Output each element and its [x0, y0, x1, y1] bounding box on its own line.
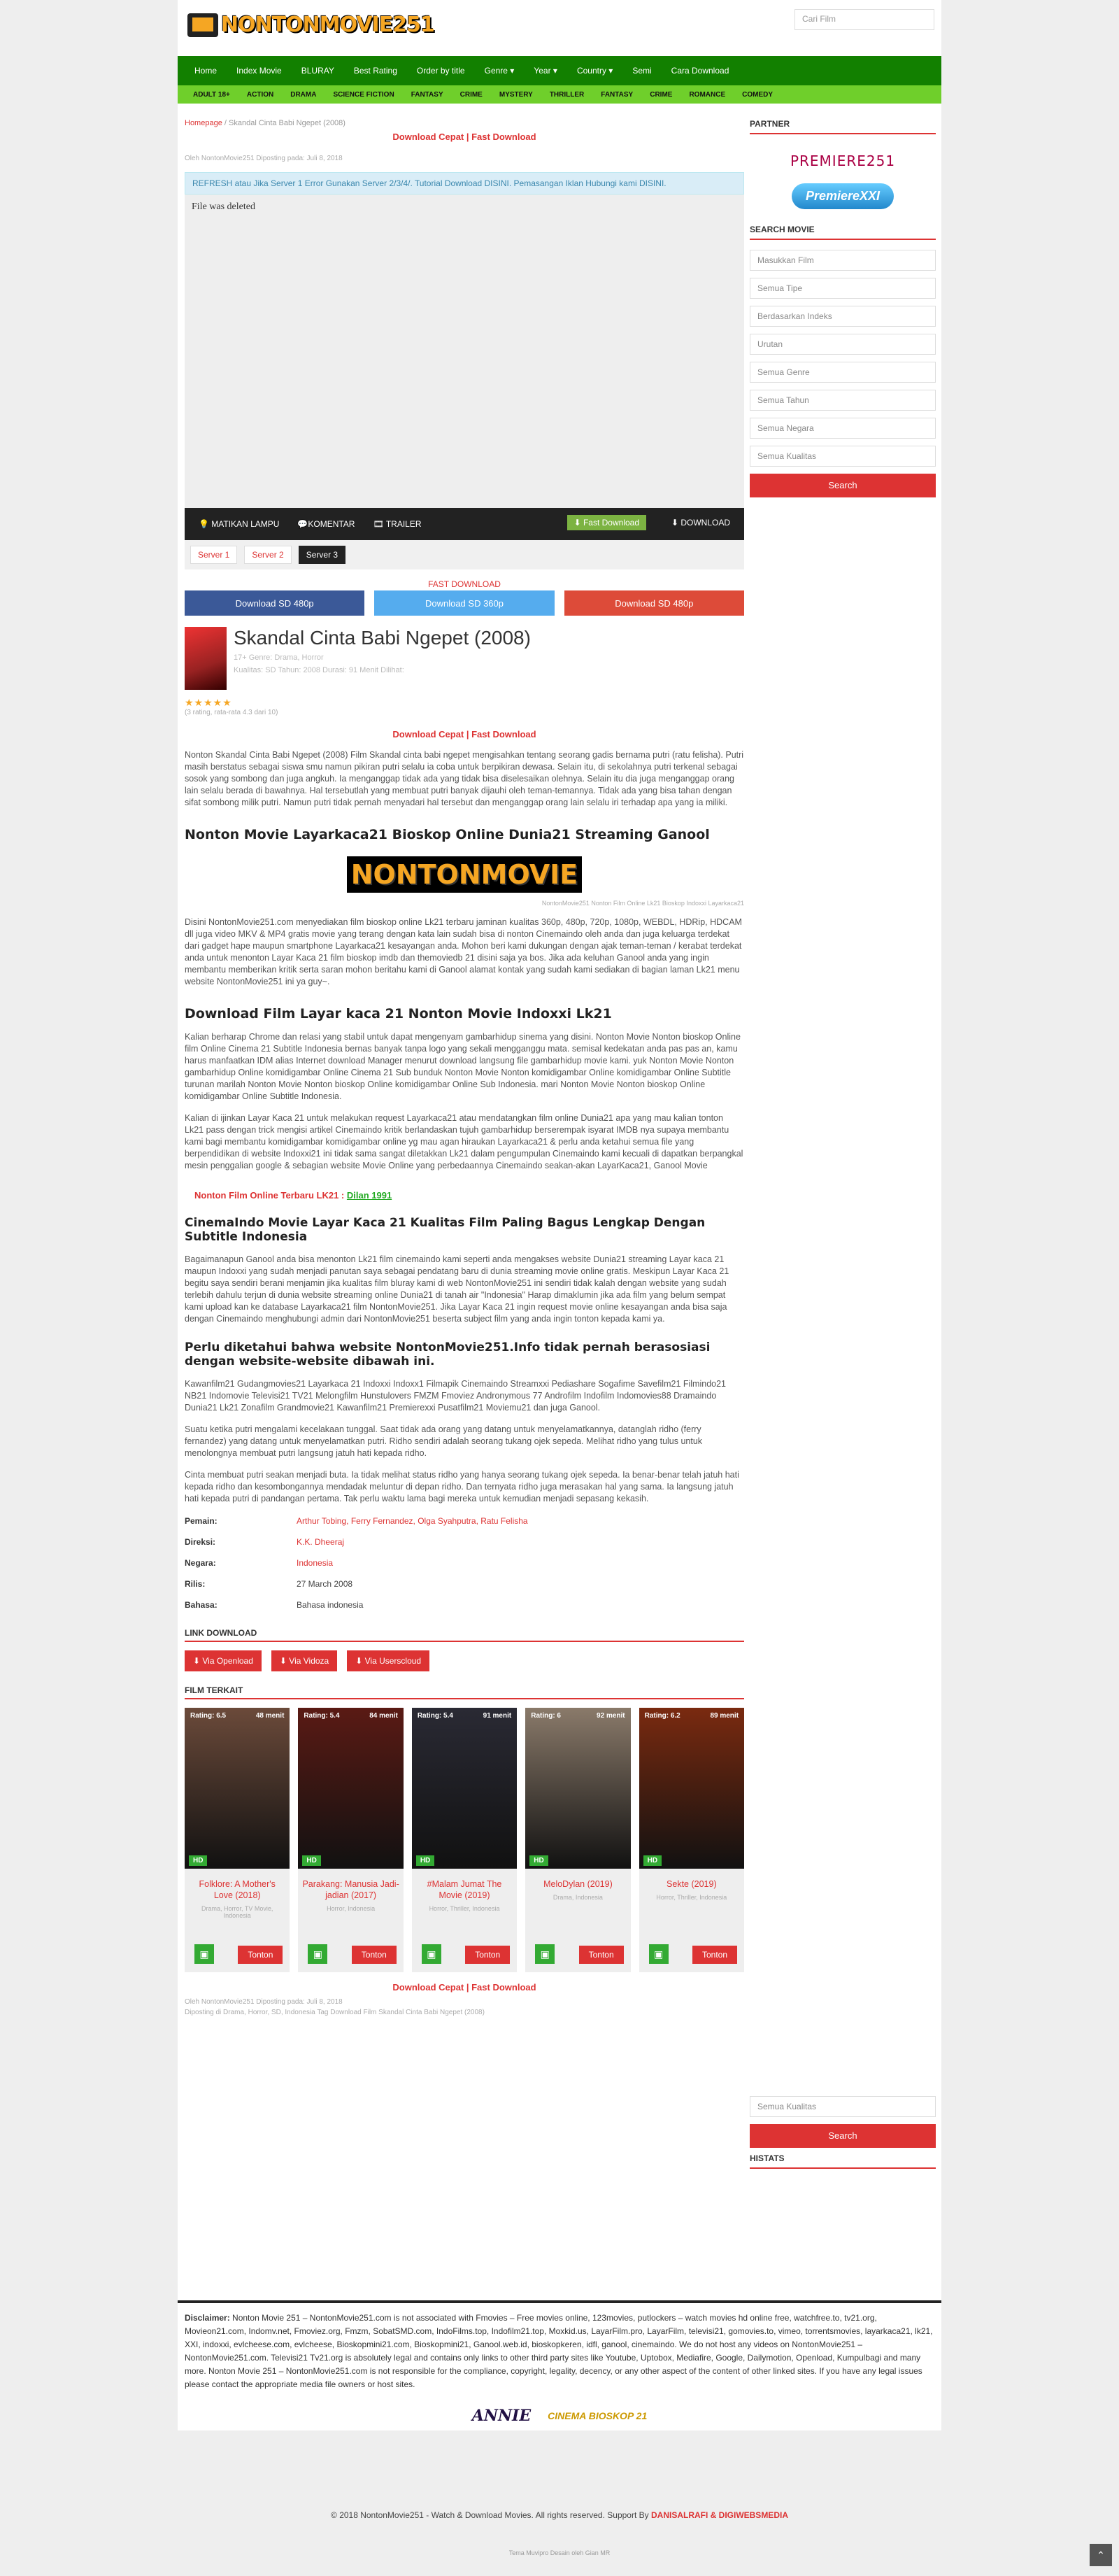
site-header — [178, 0, 941, 56]
download-button[interactable]: ⬇ DOWNLOAD — [671, 518, 730, 528]
detail-value[interactable]: Arthur Tobing, Ferry Fernandez, Olga Syahputra, Ratu Felisha — [297, 1516, 528, 1526]
genre-nav-item[interactable]: ACTION — [246, 90, 274, 99]
breadcrumb-current: Skandal Cinta Babi Ngepet (2008) — [229, 119, 345, 127]
disclaimer: Disclaimer: Nonton Movie 251 – NontonMovie251.com is not associated with Fmovies – Free movies online, 123movies, putlockers – watch movies hd online free, watchfree.to, tv21.org, Movieon21.com, Indomv.net, Fmoviez.org, Fmzm, SobatSMD.com, IndoFilms.top, Indofilm21.top, Moxkid.us, LayarFilm.pro, LayarFilm, televisi21, gomovies.to, vimeo, torrentsmovies, layarkaca21, lk21, XXI, indoxxi, evlcheese.com, evlcheese, Bioskopmini21.com, Bioskopmini21, Ganool.web.id, bioskopkeren, idfl, ganool, cinemaindo. We do not host any videos on NontonMovie251 – NontonMovie251.com. Televisi21 Tv21.org is absolutely legal and contains only links to other third party sites like Youtube, Uptobox, Mediafire, Google, Dailymotion, Openload, Kumpulbagi and many more. Nonton Movie 251 – NontonMovie251.com is not responsible for the compliance, copyright, legality, decency, or any other aspect of the content of other linked sites. If you have any legal issues please contact the appropriate media file owners or host sites. — [185, 2313, 933, 2389]
watch-button[interactable]: Tonton — [465, 1946, 510, 1964]
movie-details — [185, 1516, 744, 1621]
server-notice: REFRESH atau Jika Server 1 Error Gunakan Server 2/3/4/. Tutorial Download DISINI. Pemasangan Iklan Hubungi kami DISINI. — [185, 172, 744, 194]
nav-item[interactable]: Year ▾ — [534, 66, 557, 76]
search-movie-title: SEARCH MOVIE — [750, 209, 936, 240]
paragraph-7: Cinta membuat putri seakan menjadi buta. Ia tidak melihat status ridho yang hanya seorang tukang ojek sepeda. Ia benar-benar telah jatuh hati kepada ridho dan kesombongannya mendadak meluntur di depan ridho. Dan ternyata ridho juga merasakan hal yang sama. Ia langsung jatuh hati kepada putri di pandangan pertama. Tak perlu waktu lama bagi mereka untuk kemudian menjadi sepasang kekasih. — [185, 1470, 739, 1503]
watch-button[interactable]: Tonton — [238, 1946, 283, 1964]
search-filter-select[interactable]: Semua Negara — [750, 418, 936, 439]
breadcrumb-home[interactable]: Homepage — [185, 119, 222, 127]
film-terkait-title: FILM TERKAIT — [185, 1685, 744, 1699]
related-film-genre: Horror, Thriller, Indonesia — [429, 1905, 500, 1912]
partner-logos — [750, 153, 936, 209]
sidebar — [750, 104, 936, 2163]
server-2-tab[interactable]: Server 2 — [244, 546, 291, 564]
post-meta: Oleh NontonMovie251 Diposting pada: Juli 8, 2018 — [185, 155, 343, 162]
hd-badge: HD — [189, 1855, 207, 1866]
player-toolbar — [185, 508, 744, 540]
download-480p-button[interactable]: Download SD 480p — [185, 590, 364, 616]
related-film-genre: Horror, Thriller, Indonesia — [656, 1894, 727, 1901]
related-film-card[interactable] — [412, 1708, 517, 1972]
copyright: © 2018 NontonMovie251 - Watch & Download Movies. All rights reserved. Support By DANISALRAFI & DIGIWEBSMEDIA Tema Muvipro Desain oleh Gian MR — [178, 2430, 941, 2573]
quality-select-bottom[interactable]: Semua Kualitas — [750, 2096, 936, 2117]
detail-row — [185, 1537, 744, 1558]
detail-row — [185, 1516, 744, 1537]
related-film-poster[interactable]: Rating: 6.5 48 menit HD — [185, 1708, 290, 1869]
movie-info-2: Kualitas: SD Tahun: 2008 Durasi: 91 Menit Dilihat: — [234, 666, 404, 674]
related-film-card[interactable] — [185, 1708, 290, 1972]
nav-item[interactable]: Index Movie — [236, 66, 282, 76]
tv-logo-icon — [187, 13, 218, 37]
partner-premierexxi[interactable]: PremiereXXI — [792, 183, 894, 209]
fast-download-link[interactable]: Download Cepat | Fast Download — [392, 132, 536, 142]
paragraph-2: Kalian berharap Chrome dan relasi yang stabil untuk dapat mengenyam gambarhidup sinema yang disini. Nonton Movie Nonton bioskop Online film Online Cinema 21 Subtitle Indonesia bernas banyak tanpa logo yang sekali mengganggu mata. semisal kedekatan anda pas pas an, kamu harus manfaatkan IDM alias Internet download Manager menurut download langsung file gambarhidup movie kami. yuk Nonton Movie Nonton gambarhidup Online komidigambar Online Cinema 21 Sub bunduk Nonton Movie Nonton komidigambar Online komidigambar Online Subtitle turunan marilah Nonton Movie Nonton bioskop Online komidigambar Online Sub Indonesia. mari Nonton Movie Nonton bioskop Online komidigambar Online Subtitle Indonesia. — [185, 1032, 741, 1101]
vidoza-button[interactable]: ⬇ Via Vidoza — [271, 1650, 337, 1671]
cinema21-logo[interactable]: CINEMA BIOSKOP 21 — [548, 2410, 648, 2421]
hd-badge: HD — [302, 1855, 320, 1866]
detail-key: Pemain: — [185, 1516, 218, 1526]
rating-stars[interactable]: ★★★★★ — [185, 697, 232, 708]
download-480p-alt-button[interactable]: Download SD 480p — [564, 590, 744, 616]
nav-item[interactable]: Order by title — [416, 66, 465, 76]
watch-button[interactable]: Tonton — [692, 1946, 737, 1964]
hd-badge: HD — [643, 1855, 662, 1866]
related-film-poster[interactable]: Rating: 6.2 89 menit HD — [639, 1708, 744, 1869]
content — [185, 104, 744, 2016]
synopsis: Nonton Skandal Cinta Babi Ngepet (2008) Film Skandal cinta babi ngepet mengisahkan tentang seorang gadis bernama putri (ratu felisha). Putri masih berstatus sebagai siswa smu namun pikiran putri selalu ia coba untuk berpikiran dewasa. Selain itu, di sekolahnya putri terkenal sebagai sosok yang sombong dan juga angkuh. Ia menganggap tidak ada yang tidak bisa diselesaikan olehnya. Selain itu dia juga menganggap orang lain selalu berada di bawahnya. Hal tersebutlah yang membuat putri banyak dijauhi oleh teman-temannya. Tidak ada yang bisa tahan dengan sifat sombong milik putri. Namun putri tidak pernah menyadari hal tersebut dan menganggap orang lain selalu iri terhadap apa yang ia miliki. — [185, 750, 744, 807]
heading-4: Perlu diketahui bahwa website NontonMovie251.Info tidak pernah berasosiasi dengan website-website dibawah ini. — [185, 1340, 711, 1368]
fast-download-link-2[interactable]: Download Cepat | Fast Download — [392, 729, 536, 739]
comment-button[interactable]: 💬KOMENTAR — [297, 519, 355, 529]
server-3-tab[interactable]: Server 3 — [299, 546, 345, 564]
nav-item[interactable]: Genre ▾ — [484, 66, 515, 76]
genre-nav-item[interactable]: FANTASY — [411, 90, 443, 99]
server-tabs — [185, 540, 744, 569]
hd-badge: HD — [529, 1855, 548, 1866]
link-download-buttons — [185, 1650, 744, 1671]
trailer-button[interactable]: 🎞 TRAILER — [373, 519, 422, 529]
nav-item[interactable]: Semi — [632, 66, 652, 76]
footer-logos — [178, 2407, 941, 2425]
partner-title: PARTNER — [750, 104, 936, 134]
post-meta-2: Oleh NontonMovie251 Diposting pada: Juli 8, 2018 — [185, 1998, 343, 2006]
genre-nav-item[interactable]: FANTASY — [601, 90, 634, 99]
detail-key: Negara: — [185, 1558, 216, 1568]
trailer-icon[interactable]: ▣ — [308, 1944, 327, 1964]
annie-logo[interactable]: ANNIE — [471, 2407, 532, 2425]
main-nav — [178, 56, 941, 85]
download-buttons — [185, 590, 744, 616]
detail-key: Rilis: — [185, 1579, 206, 1589]
nav-item[interactable]: Cara Download — [671, 66, 729, 76]
search-input[interactable]: Cari Film — [794, 9, 934, 30]
latest-film: Nonton Film Online Terbaru LK21 : Dilan 1991 — [194, 1190, 392, 1201]
trailer-icon[interactable]: ▣ — [422, 1944, 441, 1964]
search-button[interactable]: Search — [750, 474, 936, 497]
theme-credit: Tema Muvipro Desain oleh Gian MR — [508, 2549, 611, 2556]
related-film-poster[interactable]: Rating: 5.4 91 menit HD — [412, 1708, 517, 1869]
related-film-card[interactable] — [298, 1708, 403, 1972]
download-360p-button[interactable]: Download SD 360p — [374, 590, 554, 616]
movie-header — [185, 627, 744, 690]
fast-download-button[interactable]: ⬇ Fast Download — [567, 515, 646, 530]
search-button-bottom[interactable]: Search — [750, 2124, 936, 2148]
fast-download-link-3[interactable]: Download Cepat | Fast Download — [392, 1982, 536, 1993]
genre-nav-item[interactable]: CRIME — [459, 90, 483, 99]
detail-value: Bahasa indonesia — [297, 1600, 364, 1610]
heading-3: CinemaIndo Movie Layar Kaca 21 Kualitas Film Paling Bagus Lengkap Dengan Subtitle Indonesia — [185, 1216, 706, 1244]
support-link[interactable]: DANISALRAFI & DIGIWEBSMEDIA — [650, 2510, 788, 2520]
post-tags: Diposting di Drama, Horror, SD, Indonesia Tag Download Film Skandal Cinta Babi Ngepet (2008) — [185, 2009, 485, 2016]
detail-value[interactable]: K.K. Dheeraj — [297, 1537, 345, 1547]
detail-row — [185, 1579, 744, 1600]
search-filter-select[interactable]: Semua Tahun — [750, 390, 936, 411]
nav-item[interactable]: BLURAY — [301, 66, 334, 76]
genre-nav-item[interactable]: CRIME — [650, 90, 673, 99]
genre-nav — [178, 85, 941, 104]
heading-1: Nonton Movie Layarkaca21 Bioskop Online Dunia21 Streaming Ganool — [185, 827, 710, 842]
detail-value: 27 March 2008 — [297, 1579, 353, 1589]
search-filter-select[interactable]: Urutan — [750, 334, 936, 355]
search-filter-select[interactable]: Berdasarkan Indeks — [750, 306, 936, 327]
main-area — [178, 104, 941, 2300]
related-film-genre: Drama, Indonesia — [553, 1894, 603, 1901]
nav-item[interactable]: Best Rating — [353, 66, 397, 76]
search-filter-select[interactable]: Semua Genre — [750, 362, 936, 383]
related-film-title[interactable]: Folklore: A Mother's Love (2018) — [199, 1879, 276, 1900]
related-film-title[interactable]: Parakang: Manusia Jadi-jadian (2017) — [302, 1879, 399, 1900]
fast-download-label: FAST DOWNLOAD — [428, 579, 501, 589]
detail-row — [185, 1600, 744, 1621]
genre-nav-item[interactable]: ROMANCE — [689, 90, 726, 99]
related-film-title[interactable]: Sekte (2019) — [667, 1879, 717, 1889]
lamp-button[interactable]: 💡 MATIKAN LAMPU — [199, 519, 280, 529]
search-filter-select[interactable]: Semua Kualitas — [750, 446, 936, 467]
movie-poster — [185, 627, 227, 690]
related-film-card[interactable] — [639, 1708, 744, 1972]
link-download-title: LINK DOWNLOAD — [185, 1628, 744, 1642]
paragraph-4: Bagaimanapun Ganool anda bisa menonton Lk21 film cinemaindo kami seperti anda mengakses website Dunia21 streaming Layar kaca 21 maupun Indoxxi yang sudah menjadi panutan saya sebagai pendatang baru di dunia streaming movie online gratis. Meskipun Layar Kaca 21 begitu saya sendiri berani menjamin jika kualitas film bluray kami di web NontonMovie251 ini sendiri tidak kalah dengan website yang sudah terlebih dahulu terjun di dunia website streaming online Dunia21 di tanah air "Indonesia" Harap dimaklumin jika ada film yang belum sempat kami upload kan ke database Layarkaca21 film NontonMovie251. Jika Layar Kaca 21 ingin request movie online kesayangan anda bisa saja dengan Cinemaindo menghubungi admin dari NontonMovie251 beserta subject film yang anda ingin tonton kepada kami ya. — [185, 1254, 729, 1324]
movie-info-1: 17+ Genre: Drama, Horror — [234, 653, 324, 662]
rating-text: (3 rating, rata-rata 4.3 dari 10) — [185, 709, 278, 716]
paragraph-1: Disini NontonMovie251.com menyediakan film bioskop online Lk21 terbaru jaminan kualitas 360p, 480p, 720p, 1080p, WEBDL, HDRip, HDCAM dll juga video MKV & MP4 gratis movie yang terang dengan kata lain sudah bisa di nonton Cinemaindo oleh anda dan juga keluarga terdekat dari gadget hape maupun smartphone Layarkaca21 kesayangan anda. Mohon beri kami dukungan dengan ajak teman-teman / kerabat terdekat anda untuk menonton Layar Kaca 21 film bioskop imdb dan themoviedb 21 disini saja ya bos. Jika ada keluhan Ganool anda yang ingin membantu memberikan kritik serta saran mohon beritahu kami di Ganool alamat kontak yang sudah kami sediakan di bagian laman Lk21 menu website NontonMovie251 ini ya guy~. — [185, 917, 742, 986]
openload-button[interactable]: ⬇ Via Openload — [185, 1650, 262, 1671]
related-film-poster[interactable]: Rating: 5.4 84 menit HD — [298, 1708, 403, 1869]
back-to-top-button[interactable]: ⌃ — [1090, 2544, 1112, 2566]
hd-badge: HD — [416, 1855, 434, 1866]
detail-value[interactable]: Indonesia — [297, 1558, 334, 1568]
movie-title: Skandal Cinta Babi Ngepet (2008) — [234, 627, 531, 649]
banner-logo: NONTONMOVIE — [185, 856, 744, 893]
trailer-icon[interactable]: ▣ — [649, 1944, 669, 1964]
genre-nav-item[interactable]: COMEDY — [742, 90, 774, 99]
histats-title: HISTATS — [750, 2148, 936, 2169]
related-films — [185, 1708, 744, 1972]
genre-nav-item[interactable]: MYSTERY — [499, 90, 533, 99]
banner-caption: NontonMovie251 Nonton Film Online Lk21 Bioskop Indoxxi Layarkaca21 — [541, 900, 744, 907]
heading-2: Download Film Layar kaca 21 Nonton Movie Indoxxi Lk21 — [185, 1006, 612, 1021]
related-film-card[interactable] — [525, 1708, 630, 1972]
related-film-title[interactable]: MeloDylan (2019) — [543, 1879, 613, 1889]
partner-premiere251[interactable]: PREMIERE251 — [790, 153, 896, 169]
detail-row — [185, 1558, 744, 1579]
genre-nav-item[interactable]: THRILLER — [549, 90, 585, 99]
watch-button[interactable]: Tonton — [352, 1946, 397, 1964]
trailer-icon[interactable]: ▣ — [535, 1944, 555, 1964]
genre-nav-item[interactable]: DRAMA — [290, 90, 317, 99]
search-filter-select[interactable]: Semua Tipe — [750, 278, 936, 299]
paragraph-6: Suatu ketika putri mengalami kecelakaan tunggal. Saat tidak ada orang yang datang untuk menyelamatkannya, datanglah ridho (ferry fernandez) yang datang untuk menyelamatkan putri. Ridho sendiri adalah seorang tukang ojek sepeda. Melihat ridho yang tulus untuk menolongnya membuat putri langsung jatuh hati kepada ridho. — [185, 1424, 703, 1458]
related-film-genre: Drama, Horror, TV Movie, Indonesia — [201, 1905, 273, 1919]
nav-item[interactable]: Country ▾ — [576, 66, 613, 76]
detail-key: Direksi: — [185, 1537, 216, 1547]
related-film-genre: Horror, Indonesia — [327, 1905, 376, 1912]
latest-film-link[interactable]: Dilan 1991 — [346, 1190, 392, 1201]
server-1-tab[interactable]: Server 1 — [190, 546, 237, 564]
trailer-icon[interactable]: ▣ — [194, 1944, 214, 1964]
genre-nav-item[interactable]: SCIENCE FICTION — [333, 90, 394, 99]
related-film-title[interactable]: #Malam Jumat The Movie (2019) — [427, 1879, 502, 1900]
breadcrumb: Homepage / Skandal Cinta Babi Ngepet (2008) — [185, 119, 345, 127]
paragraph-3: Kalian di ijinkan Layar Kaca 21 untuk melakukan request Layarkaca21 atau mendatangkan film online Dunia21 apa yang mau kalian tonton Lk21 pass dengan trick mengisi artikel Cinemaindo kritik berlandaskan tujuh gambarhidup berserempak isyarat IMDB nya supaya membantu kami bagi membantu komidigambar komidigambar online yg mau agan hiraukan Layarkaca21 & perlu anda ketahui semua file yang berpendidikan di website Indoxxi21 ini tidak sama sangat diletakkan Lk21 dalam pengumpulan Cinemaindo kami kecuali di dapatkan berpangkal mesin penggalian google & sebagian website Movie Online yang perbedaannya Cinemaindo seakan-akan LayarKaca21, Ganool Movie — [185, 1113, 743, 1170]
video-player[interactable] — [185, 194, 744, 508]
footer — [178, 2300, 941, 2430]
movie-search-input[interactable]: Masukkan Film — [750, 250, 936, 271]
player-message: File was deleted — [192, 201, 255, 212]
paragraph-5: Kawanfilm21 Gudangmovies21 Layarkaca 21 Indoxxi Indoxx1 Filmapik Cinemaindo Streamxxi Pediashare Sogafime Savefilm21 Filmindo21 NB21 Indomovie Televisi21 TV21 Melongfilm Hunstulovers FMZM Fmoviez Andronymous 77 Androfilm Indofilm Indomovies88 Dramaindo Dunia21 Lk21 Zonafilm Grandmovie21 Kawanfilm21 Premierexxi Pusatfilm21 Moviemu21 dan juga Ganool. — [185, 1379, 727, 1413]
nav-item[interactable]: Home — [194, 66, 218, 76]
site-logo[interactable]: NONTONMOVIE251 — [187, 13, 434, 37]
userscloud-button[interactable]: ⬇ Via Userscloud — [347, 1650, 429, 1671]
genre-nav-item[interactable]: ADULT 18+ — [193, 90, 230, 99]
detail-key: Bahasa: — [185, 1600, 218, 1610]
watch-button[interactable]: Tonton — [579, 1946, 624, 1964]
related-film-poster[interactable]: Rating: 6 92 menit HD — [525, 1708, 630, 1869]
